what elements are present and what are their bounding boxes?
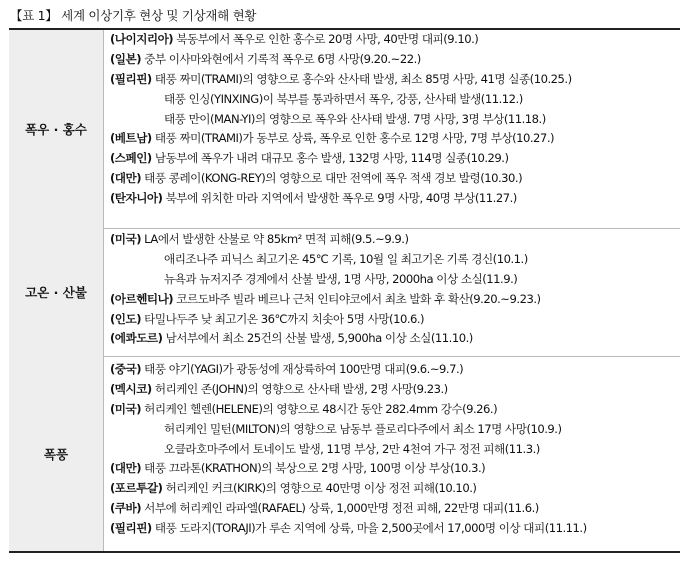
event-text: 태풍 만이(MAN-YI)의 영향으로 폭우와 산사태 발생. 7명 사망, 3명 부상(11.18.) (164, 111, 546, 126)
country-label: (미국) (110, 232, 141, 246)
section-storm (9, 356, 680, 551)
section-content (104, 228, 680, 356)
section-label: 폭풍 (9, 356, 104, 551)
disaster-table (9, 28, 680, 553)
list-item (110, 270, 680, 290)
list-item (110, 169, 680, 189)
event-text: 북동부에서 폭우로 인한 홍수로 20명 사망, 40만명 대피(9.10.) (173, 32, 479, 46)
event-text: LA에서 발생한 산불로 약 85km² 면적 피해(9.5.~9.9.) (141, 232, 409, 246)
list-item (110, 380, 680, 400)
event-text: 태풍 야기(YAGI)가 광동성에 재상륙하여 100만명 대피(9.6.~9.7.) (141, 362, 464, 376)
table-caption: 【표 1】 세계 이상기후 현상 및 기상재해 현황 (10, 8, 257, 23)
list-item (110, 440, 680, 460)
list-item (110, 310, 680, 330)
list-item (110, 420, 680, 440)
list-item (110, 189, 680, 209)
event-text: 뉴욕과 뉴저지주 경계에서 산불 발생, 1명 사망, 2000ha 이상 소실(11.9.) (164, 271, 518, 286)
event-text: 허리케인 밀턴(MILTON)의 영향으로 남동부 플로리다주에서 최소 17명 사망(10.9.) (164, 421, 562, 436)
section-label: 고온 · 산불 (9, 228, 104, 356)
country-label: (쿠바) (110, 501, 141, 516)
event-text: 허리케인 존(JOHN)의 영향으로 산사태 발생, 2명 사망(9.23.) (151, 381, 448, 396)
list-item (110, 459, 680, 479)
list-item (110, 400, 680, 420)
event-text: 남서부에서 최소 25건의 산불 발생, 5,900ha 이상 소실(11.10.) (162, 331, 473, 346)
list-item (110, 230, 680, 250)
country-label: (포르투갈) (110, 481, 163, 496)
list-item (110, 70, 680, 90)
country-label: (필리핀) (110, 71, 152, 86)
event-text: 남동부에 폭우가 내려 대규모 홍수 발생, 132명 사망, 114명 실종(10.29.) (151, 151, 509, 166)
list-item (110, 499, 680, 519)
country-label: (베트남) (110, 131, 152, 146)
section-label: 폭우 · 홍수 (9, 30, 104, 228)
country-label: (필리핀) (110, 521, 152, 536)
event-text: 북부에 위치한 마라 지역에서 발생한 폭우로 9명 사망, 40명 부상(11.27.) (162, 191, 517, 206)
country-label: (아르헨티나) (110, 291, 174, 306)
event-text: 오클라호마주에서 토네이도 발생, 11명 부상, 2만 4천여 가구 정전 피해(11.3.) (164, 441, 540, 456)
list-item (110, 250, 680, 270)
section-content (104, 30, 680, 228)
country-label: (일본) (110, 51, 141, 66)
list-item (110, 149, 680, 169)
event-text: 태풍 인싱(YINXING)이 북부를 통과하면서 폭우, 강풍, 산사태 발생(11.12.) (164, 91, 523, 106)
list-item (110, 479, 680, 499)
list-item (110, 519, 680, 539)
list-item (110, 90, 680, 110)
country-label: (나이지리아) (110, 32, 174, 46)
list-item (110, 129, 680, 149)
event-text: 태풍 짜미(TRAMI)가 동부로 상륙, 폭우로 인한 홍수로 12명 사망, 7명 부상(10.27.) (151, 131, 555, 146)
country-label: (미국) (110, 401, 141, 416)
country-label: (에콰도르) (110, 331, 163, 346)
section-heavy-rain-flood (9, 30, 680, 229)
section-content (104, 356, 680, 551)
event-text: 코르도바주 빌라 베르나 근처 인티야코에서 최초 발화 후 확산(9.20.~9.23.) (173, 291, 541, 306)
event-text: 허리케인 헬렌(HELENE)의 영향으로 48시간 동안 282.4mm 강수(9.26.) (141, 401, 498, 416)
country-label: (탄자니아) (110, 191, 163, 206)
list-item (110, 290, 680, 310)
country-label: (대만) (110, 171, 141, 186)
list-item (110, 30, 680, 50)
country-label: (멕시코) (110, 381, 152, 396)
country-label: (스페인) (110, 151, 152, 166)
country-label: (대만) (110, 461, 141, 476)
event-text: 중부 이사마와현에서 기록적 폭우로 6명 사망(9.20.~22.) (141, 51, 421, 66)
event-text: 태풍 도라지(TORAJI)가 루손 지역에 상륙, 마을 2,500곳에서 17,000명 이상 대피(11.11.) (151, 521, 587, 536)
event-text: 서부에 허리케인 라파엘(RAFAEL) 상륙, 1,000만명 정전 피해, 22만명 대피(11.6.) (141, 501, 539, 516)
event-text: 태풍 짜미(TRAMI)의 영향으로 홍수와 산사태 발생, 최소 85명 사망, 41명 실종(10.25.) (151, 71, 572, 86)
section-heat-wildfire (9, 228, 680, 357)
event-text: 태풍 콩레이(KONG-REY)의 영향으로 대만 전역에 폭우 적색 경보 발령(10.30.) (141, 171, 523, 186)
country-label: (인도) (110, 311, 141, 326)
list-item (110, 50, 680, 70)
list-item (110, 110, 680, 130)
list-item (110, 360, 680, 380)
event-text: 타밀나두주 낮 최고기온 36℃까지 치솟아 5명 사망(10.6.) (141, 311, 425, 326)
event-text: 애리조나주 피닉스 최고기온 45℃ 기록, 10월 일 최고기온 기록 경신(10.1.) (164, 251, 528, 266)
country-label: (중국) (110, 362, 141, 376)
list-item (110, 329, 680, 349)
event-text: 태풍 끄라톤(KRATHON)의 북상으로 2명 사망, 100명 이상 부상(10.3.) (141, 461, 486, 476)
event-text: 허리케인 커크(KIRK)의 영향으로 40만명 이상 정전 피해(10.10.) (162, 481, 477, 496)
